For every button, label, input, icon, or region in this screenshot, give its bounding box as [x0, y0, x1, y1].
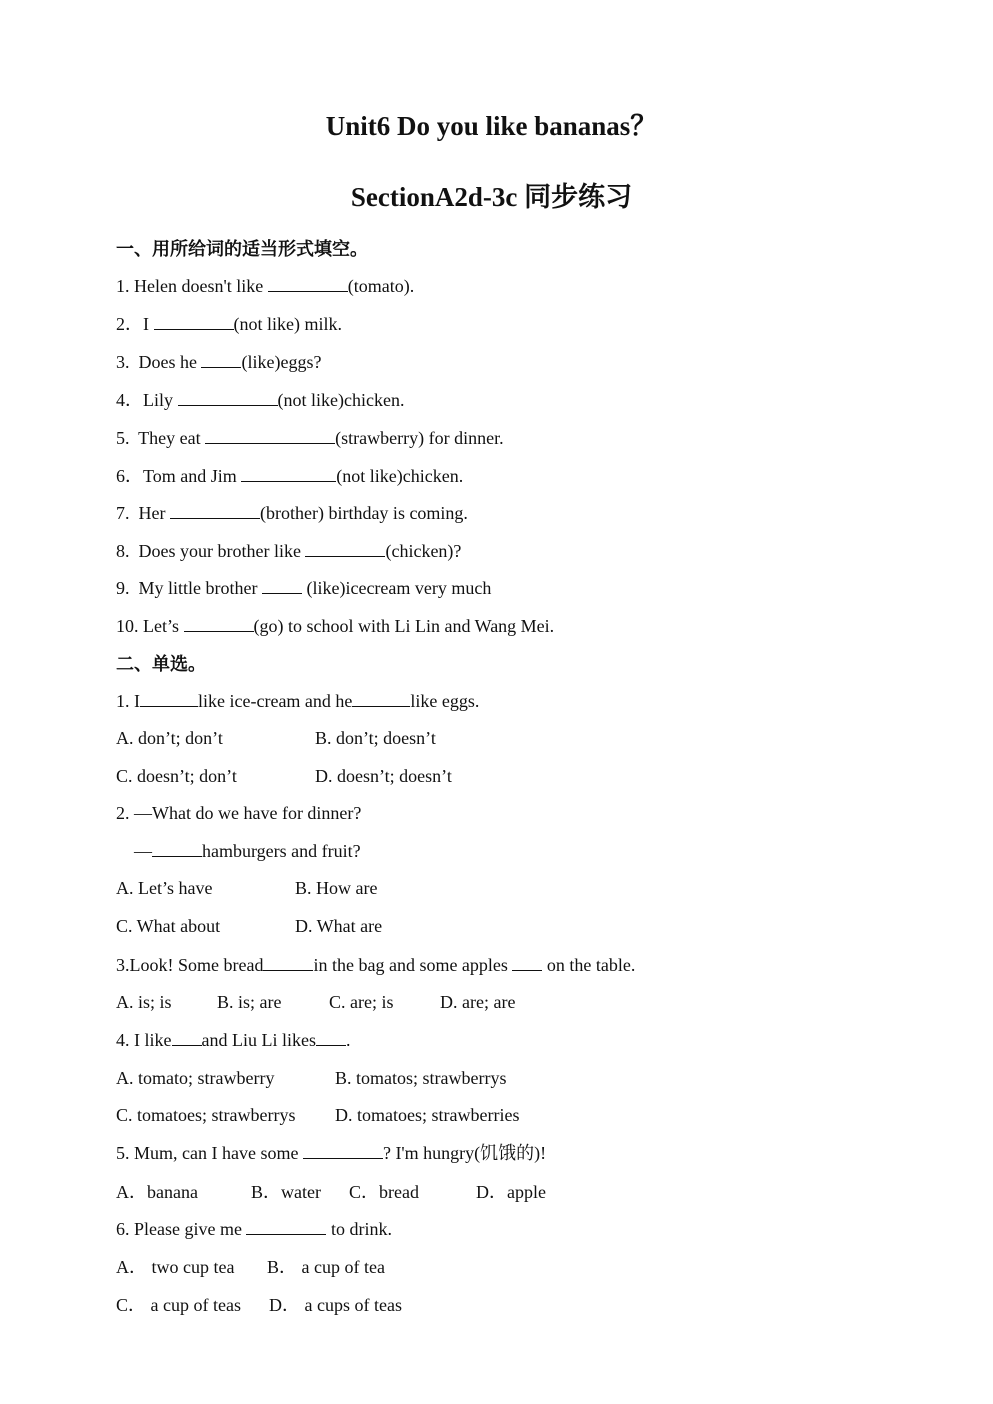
- answer-blank: [201, 351, 241, 368]
- part1-heading: 一、用所给词的适当形式填空。: [116, 239, 368, 259]
- fill-question-9: 9. My little brother (like)icecream very much: [116, 578, 492, 598]
- answer-blank: [512, 954, 542, 971]
- option-6a: A． two cup tea: [116, 1257, 235, 1277]
- option-5b: B．water: [251, 1182, 321, 1202]
- option-3b: B. is; are: [217, 992, 282, 1012]
- option-3a: A. is; is: [116, 992, 172, 1012]
- option-2d: D. What are: [295, 916, 383, 936]
- answer-blank: [154, 313, 234, 330]
- option-2b: B. How are: [295, 878, 378, 898]
- option-5c: C．bread: [349, 1182, 419, 1202]
- option-2c: C. What about: [116, 916, 221, 936]
- choice-question-3: 3.Look! Some bread in the bag and some apples on the table.: [116, 955, 636, 975]
- answer-blank: [184, 615, 254, 632]
- answer-blank: [305, 540, 385, 557]
- answer-blank: [303, 1142, 383, 1159]
- choice-question-6: 6. Please give me to drink.: [116, 1219, 392, 1239]
- option-1c: C. doesn’t; don’t: [116, 766, 237, 786]
- worksheet-subtitle: SectionA2d-3c 同步练习: [350, 182, 633, 212]
- answer-blank: [263, 954, 313, 971]
- answer-blank: [316, 1029, 346, 1046]
- option-3c: C. are; is: [329, 992, 394, 1012]
- fill-question-5: 5. They eat (strawberry) for dinner.: [116, 428, 504, 448]
- choice-question-2: 2. —What do we have for dinner?: [116, 803, 362, 823]
- answer-blank: [241, 465, 336, 482]
- answer-blank: [170, 502, 260, 519]
- answer-blank: [152, 840, 202, 857]
- answer-blank: [205, 427, 335, 444]
- option-6c: C． a cup of teas: [116, 1295, 241, 1315]
- option-5d: D．apple: [476, 1182, 546, 1202]
- fill-question-6: 6．Tom and Jim (not like)chicken.: [116, 466, 464, 486]
- option-5a: A．banana: [116, 1182, 198, 1202]
- option-2a: A. Let’s have: [116, 878, 213, 898]
- fill-question-8: 8. Does your brother like (chicken)?: [116, 541, 462, 561]
- choice-question-5: 5. Mum, can I have some ? I'm hungry(饥饿的)!: [116, 1143, 547, 1163]
- choice-question-1: 1. I like ice-cream and he like eggs.: [116, 691, 480, 711]
- answer-blank: [140, 690, 198, 707]
- option-4c: C. tomatoes; strawberrys: [116, 1105, 296, 1125]
- choice-question-4: 4. I like and Liu Li likes .: [116, 1030, 351, 1050]
- option-4b: B. tomatos; strawberrys: [335, 1068, 507, 1088]
- worksheet-title: Unit6 Do you like bananas？: [325, 111, 658, 141]
- option-6d: D． a cups of teas: [269, 1295, 402, 1315]
- option-1a: A. don’t; don’t: [116, 728, 223, 748]
- answer-blank: [268, 275, 348, 292]
- fill-question-2: 2．I (not like) milk.: [116, 314, 342, 334]
- answer-blank: [246, 1218, 326, 1235]
- option-4d: D. tomatoes; strawberries: [335, 1105, 520, 1125]
- fill-question-7: 7. Her (brother) birthday is coming.: [116, 503, 468, 523]
- option-3d: D. are; are: [440, 992, 516, 1012]
- option-1d: D. doesn’t; doesn’t: [315, 766, 452, 786]
- option-1b: B. don’t; doesn’t: [315, 728, 436, 748]
- answer-blank: [178, 389, 278, 406]
- choice-question-2-reply: — hamburgers and fruit?: [134, 841, 361, 861]
- option-4a: A. tomato; strawberry: [116, 1068, 275, 1088]
- fill-question-4: 4．Lily (not like)chicken.: [116, 390, 405, 410]
- answer-blank: [172, 1029, 202, 1046]
- answer-blank: [352, 690, 410, 707]
- fill-question-3: 3. Does he (like)eggs?: [116, 352, 322, 372]
- option-6b: B． a cup of tea: [267, 1257, 385, 1277]
- fill-question-10: 10. Let’s (go) to school with Li Lin and Wang Mei.: [116, 616, 555, 636]
- answer-blank: [262, 577, 302, 594]
- part2-heading: 二、单选。: [116, 654, 206, 674]
- fill-question-1: 1. Helen doesn't like (tomato).: [116, 276, 415, 296]
